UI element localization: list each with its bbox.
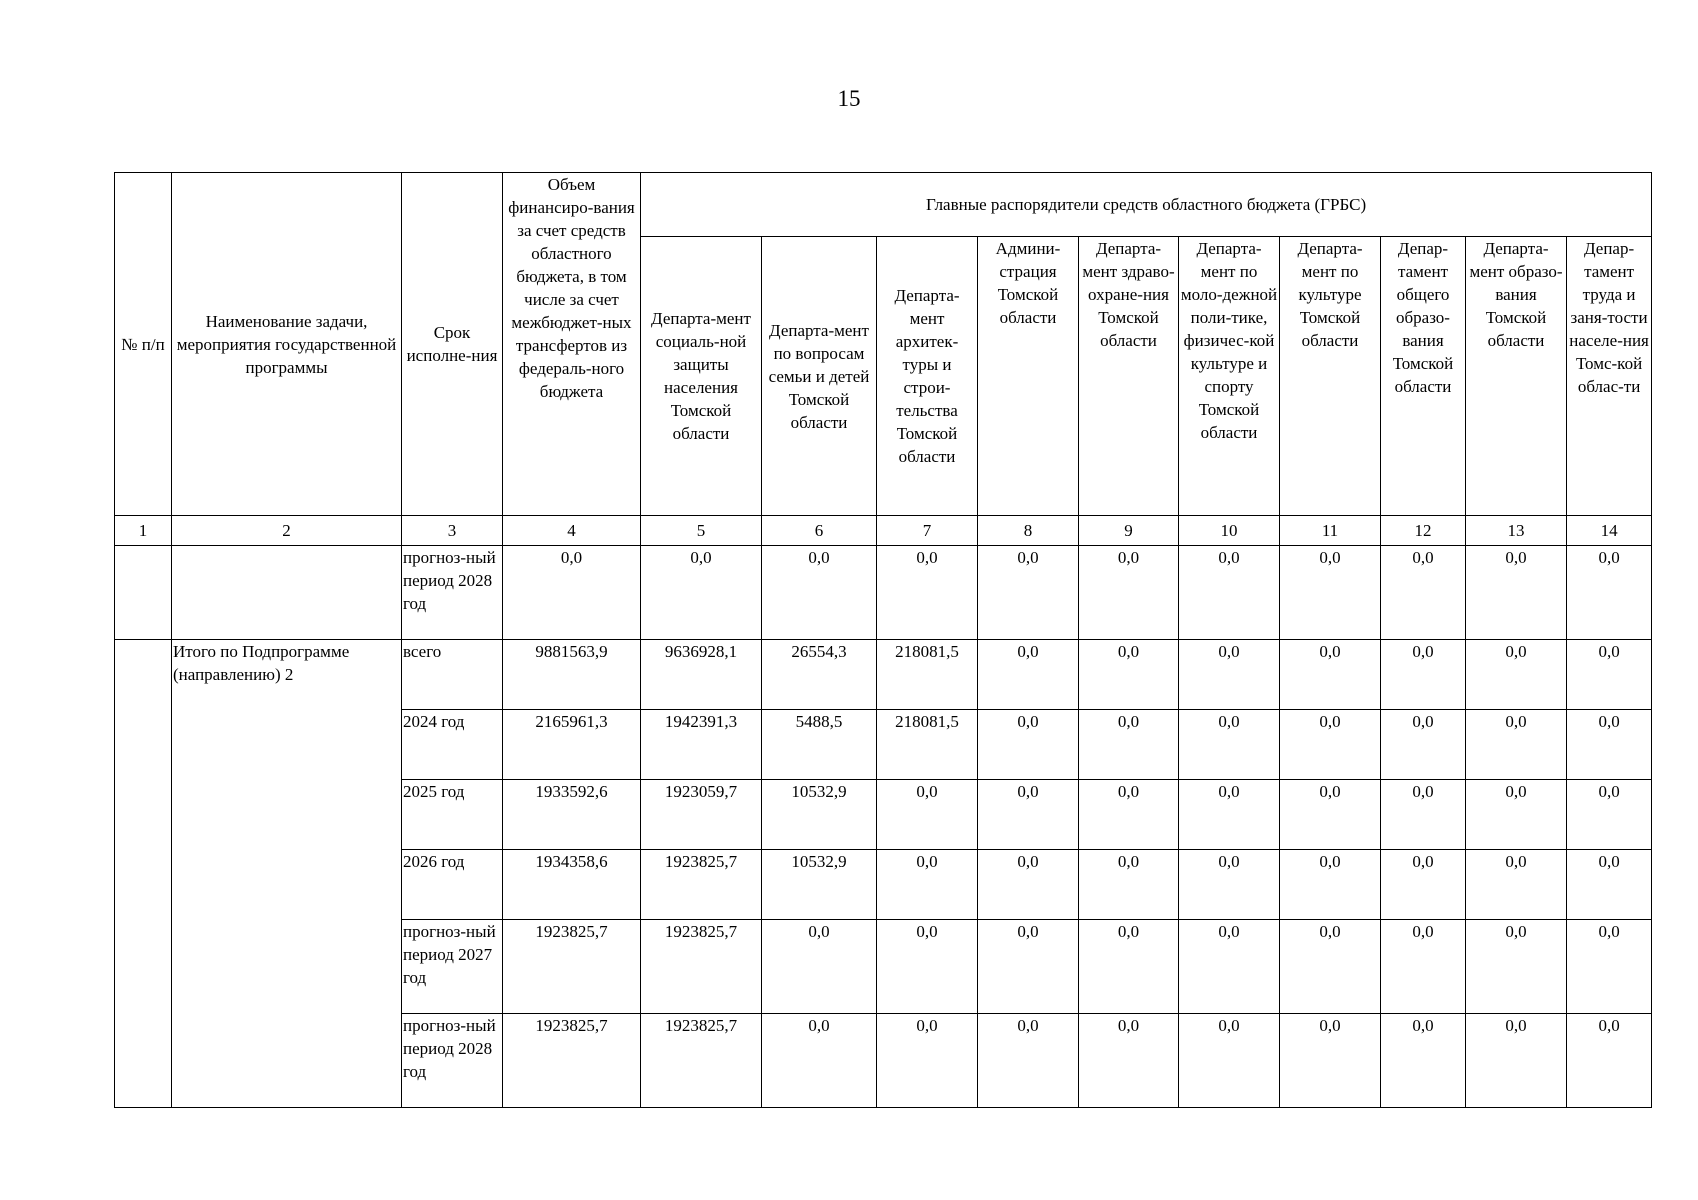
column-number: 8 [978,516,1079,546]
column-number: 12 [1381,516,1466,546]
value-cell: 0,0 [1466,780,1567,850]
value-cell: 2165961,3 [503,710,641,780]
header-grbs: Главные распорядители средств областного бюджета (ГРБС) [641,173,1652,237]
subprogram-name-cell: Итого по Подпрограмме (направлению) 2 [172,640,402,1108]
empty-cell [115,546,172,640]
column-number: 6 [762,516,877,546]
value-cell: 0,0 [1280,850,1381,920]
header-name: Наименование задачи, мероприятия государственной программы [172,173,402,516]
header-volume: Объем финансиро-вания за счет средств областного бюджета, в том числе за счет межбюджет-ных трансфертов из федераль-ного бюджета [503,173,641,516]
value-cell: 0,0 [877,920,978,1014]
value-cell: 1923825,7 [503,1014,641,1108]
value-cell: 0,0 [1466,546,1567,640]
value-cell: 0,0 [1381,640,1466,710]
value-cell: 0,0 [1381,920,1466,1014]
value-cell: 0,0 [978,920,1079,1014]
value-cell: 0,0 [1179,640,1280,710]
value-cell: 0,0 [978,710,1079,780]
column-number: 4 [503,516,641,546]
value-cell: 0,0 [1567,780,1652,850]
header-dept: Департа-мент здраво-охране-ния Томской области [1079,237,1179,516]
header-dept: Департа-мент образо-вания Томской области [1466,237,1567,516]
column-number: 7 [877,516,978,546]
value-cell: 0,0 [1079,546,1179,640]
value-cell: 0,0 [1179,850,1280,920]
value-cell: 0,0 [503,546,641,640]
value-cell: 0,0 [1381,780,1466,850]
value-cell: 0,0 [1179,920,1280,1014]
value-cell: 0,0 [978,640,1079,710]
value-cell: 1923825,7 [641,850,762,920]
value-cell: 1923059,7 [641,780,762,850]
header-dept: Департа-мент по вопросам семьи и детей Томской области [762,237,877,516]
value-cell: 0,0 [978,1014,1079,1108]
value-cell: 0,0 [1466,640,1567,710]
value-cell: 0,0 [1079,710,1179,780]
value-cell: 0,0 [1079,1014,1179,1108]
header-dept: Департа-мент социаль-ной защиты населения Томской области [641,237,762,516]
term-cell: прогноз-ный период 2028 год [402,1014,503,1108]
value-cell: 0,0 [1567,640,1652,710]
column-number: 1 [115,516,172,546]
value-cell: 0,0 [1567,1014,1652,1108]
value-cell: 5488,5 [762,710,877,780]
value-cell: 1933592,6 [503,780,641,850]
value-cell: 10532,9 [762,850,877,920]
value-cell: 9881563,9 [503,640,641,710]
value-cell: 0,0 [1079,780,1179,850]
value-cell: 0,0 [877,780,978,850]
header-dept: Департа-мент архитек-туры и строи-тельства Томской области [877,237,978,516]
value-cell: 1923825,7 [503,920,641,1014]
column-number: 13 [1466,516,1567,546]
value-cell: 0,0 [1567,546,1652,640]
value-cell: 218081,5 [877,640,978,710]
column-number: 5 [641,516,762,546]
value-cell: 0,0 [1179,546,1280,640]
value-cell: 0,0 [1381,710,1466,780]
value-cell: 0,0 [1280,640,1381,710]
value-cell: 0,0 [1381,850,1466,920]
value-cell: 0,0 [1466,850,1567,920]
term-cell: 2026 год [402,850,503,920]
value-cell: 0,0 [1567,920,1652,1014]
value-cell: 0,0 [1280,1014,1381,1108]
value-cell: 0,0 [1179,1014,1280,1108]
value-cell: 218081,5 [877,710,978,780]
value-cell: 0,0 [978,780,1079,850]
value-cell: 26554,3 [762,640,877,710]
value-cell: 0,0 [1567,710,1652,780]
column-number: 9 [1079,516,1179,546]
value-cell: 1923825,7 [641,920,762,1014]
value-cell: 0,0 [1381,546,1466,640]
term-cell: 2024 год [402,710,503,780]
value-cell: 0,0 [1466,710,1567,780]
value-cell: 0,0 [1079,920,1179,1014]
term-cell: прогноз-ный период 2028 год [402,546,503,640]
value-cell: 1934358,6 [503,850,641,920]
term-cell: прогноз-ный период 2027 год [402,920,503,1014]
value-cell: 0,0 [1179,710,1280,780]
header-dept: Департа-мент по культуре Томской области [1280,237,1381,516]
header-dept: Департа-мент по моло-дежной поли-тике, физичес-кой культуре и спорту Томской области [1179,237,1280,516]
table-row-total [115,640,1652,710]
header-dept: Депар-тамент общего образо-вания Томской области [1381,237,1466,516]
value-cell: 0,0 [641,546,762,640]
page-number: 15 [837,86,861,111]
term-cell: 2025 год [402,780,503,850]
value-cell: 0,0 [762,546,877,640]
value-cell: 0,0 [1079,850,1179,920]
value-cell: 0,0 [1381,1014,1466,1108]
term-cell: всего [402,640,503,710]
value-cell: 0,0 [762,1014,877,1108]
column-number: 11 [1280,516,1381,546]
header-row-top [115,173,1652,237]
value-cell: 0,0 [762,920,877,1014]
value-cell: 0,0 [1466,1014,1567,1108]
header-dept: Депар-тамент труда и заня-тости населе-ния Томс-кой облас-ти [1567,237,1652,516]
value-cell: 0,0 [877,850,978,920]
column-number: 3 [402,516,503,546]
value-cell: 9636928,1 [641,640,762,710]
column-number: 2 [172,516,402,546]
value-cell: 0,0 [877,1014,978,1108]
value-cell: 0,0 [978,546,1079,640]
value-cell: 1942391,3 [641,710,762,780]
value-cell: 0,0 [1280,920,1381,1014]
empty-cell [115,640,172,1108]
budget-table [114,172,1652,1108]
value-cell: 0,0 [1280,546,1381,640]
value-cell: 0,0 [1079,640,1179,710]
header-term: Срок исполне-ния [402,173,503,516]
value-cell: 0,0 [877,546,978,640]
value-cell: 0,0 [1567,850,1652,920]
column-number: 14 [1567,516,1652,546]
value-cell: 0,0 [1280,780,1381,850]
column-number-row [115,516,1652,546]
empty-cell [172,546,402,640]
column-number: 10 [1179,516,1280,546]
value-cell: 0,0 [978,850,1079,920]
value-cell: 0,0 [1179,780,1280,850]
header-num: № п/п [115,173,172,516]
table-row-carryover [115,546,1652,640]
value-cell: 10532,9 [762,780,877,850]
header-dept: Админи-страция Томской области [978,237,1079,516]
value-cell: 0,0 [1466,920,1567,1014]
value-cell: 0,0 [1280,710,1381,780]
value-cell: 1923825,7 [641,1014,762,1108]
